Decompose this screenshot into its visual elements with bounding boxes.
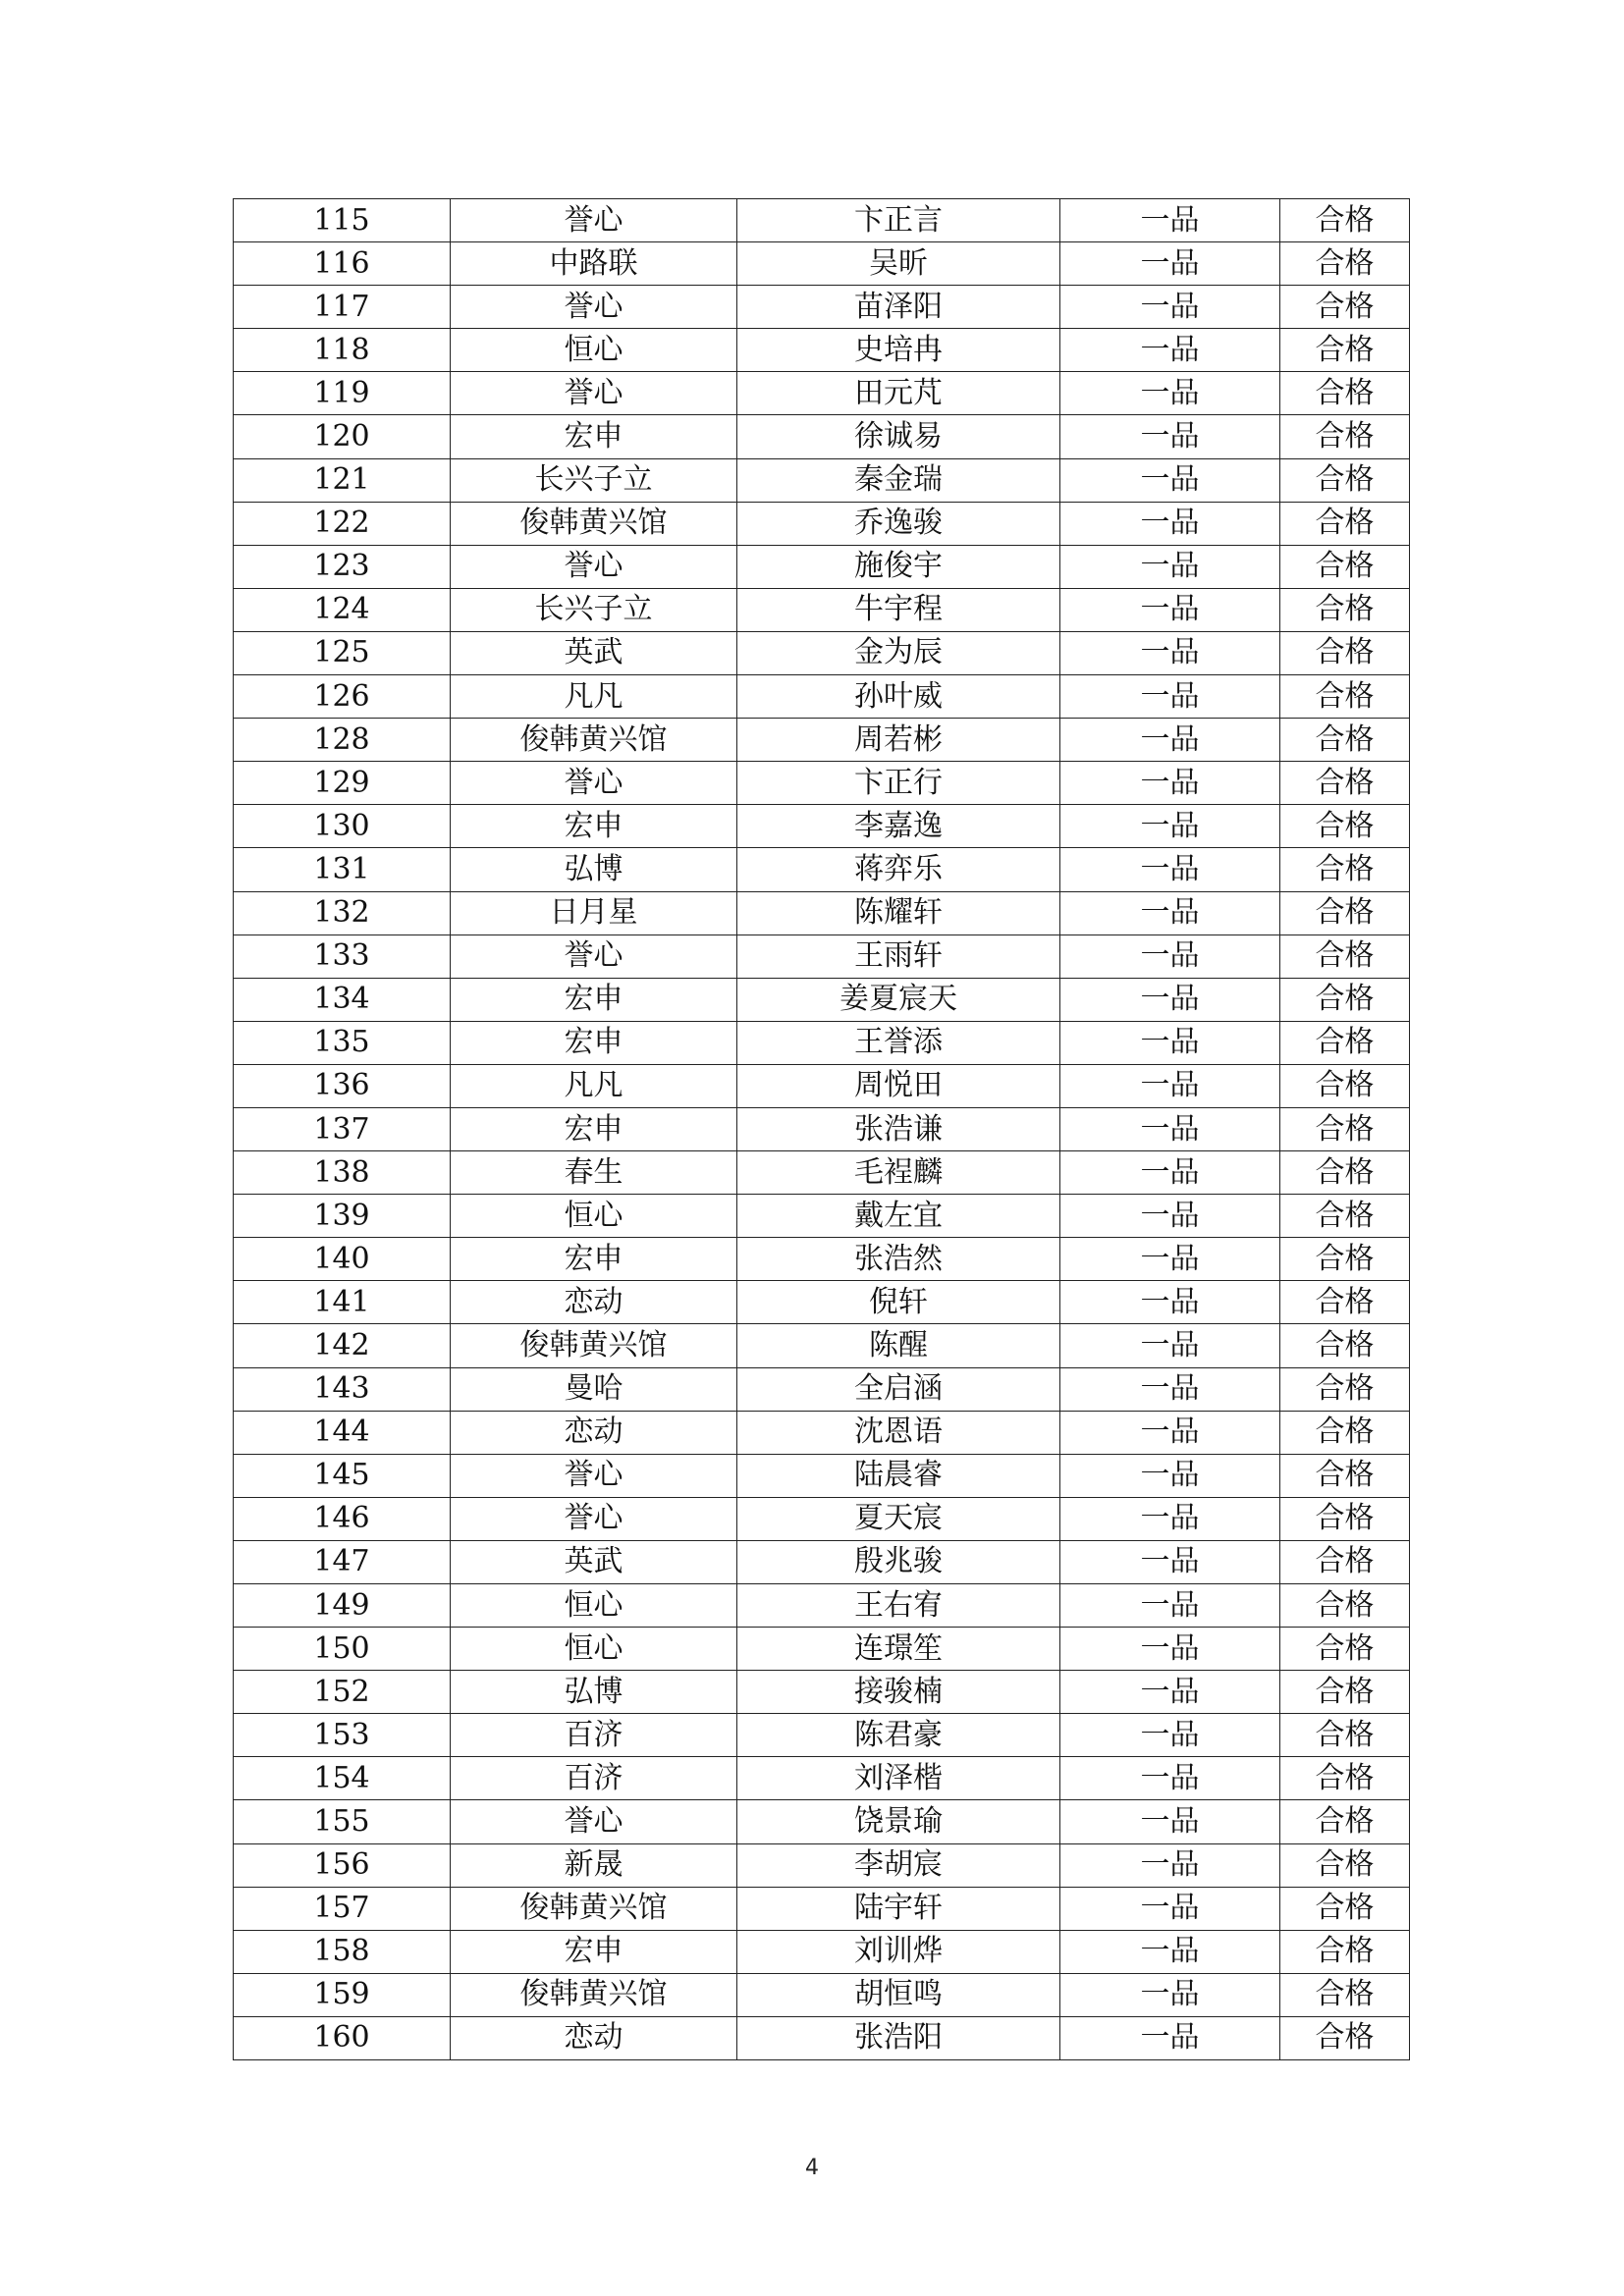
table-row [234, 1411, 1410, 1454]
club-cell: 恋动 [451, 2016, 737, 2059]
club-cell: 新晟 [451, 1843, 737, 1887]
result-cell: 合格 [1280, 1887, 1410, 1930]
result-cell: 合格 [1280, 891, 1410, 934]
result-cell: 合格 [1280, 1151, 1410, 1195]
name-cell: 王誉添 [737, 1021, 1060, 1064]
name-cell: 李胡宸 [737, 1843, 1060, 1887]
grade-cell: 一品 [1060, 502, 1280, 545]
results-table-body [234, 199, 1410, 2060]
name-cell: 刘泽楷 [737, 1757, 1060, 1800]
name-cell: 吴昕 [737, 242, 1060, 286]
name-cell: 姜夏宸天 [737, 978, 1060, 1021]
result-cell: 合格 [1280, 1195, 1410, 1238]
club-cell: 恒心 [451, 1584, 737, 1628]
grade-cell: 一品 [1060, 1238, 1280, 1281]
club-cell: 长兴子立 [451, 458, 737, 502]
club-cell: 凡凡 [451, 675, 737, 719]
club-cell: 誉心 [451, 934, 737, 978]
result-cell: 合格 [1280, 2016, 1410, 2059]
name-cell: 张浩谦 [737, 1107, 1060, 1150]
table-row [234, 1195, 1410, 1238]
table-row [234, 242, 1410, 286]
table-row [234, 458, 1410, 502]
table-row [234, 848, 1410, 891]
name-cell: 王雨轩 [737, 934, 1060, 978]
number-cell: 150 [234, 1628, 451, 1671]
club-cell: 俊韩黄兴馆 [451, 1324, 737, 1367]
name-cell: 施俊宇 [737, 545, 1060, 588]
club-cell: 宏申 [451, 1107, 737, 1150]
name-cell: 毛裎麟 [737, 1151, 1060, 1195]
name-cell: 刘训烨 [737, 1930, 1060, 1973]
club-cell: 百济 [451, 1757, 737, 1800]
name-cell: 周若彬 [737, 719, 1060, 762]
club-cell: 春生 [451, 1151, 737, 1195]
number-cell: 143 [234, 1367, 451, 1411]
number-cell: 123 [234, 545, 451, 588]
name-cell: 戴左宜 [737, 1195, 1060, 1238]
grade-cell: 一品 [1060, 286, 1280, 329]
table-row [234, 1714, 1410, 1757]
grade-cell: 一品 [1060, 1411, 1280, 1454]
grade-cell: 一品 [1060, 588, 1280, 631]
result-cell: 合格 [1280, 1671, 1410, 1714]
table-row [234, 1757, 1410, 1800]
result-cell: 合格 [1280, 242, 1410, 286]
result-cell: 合格 [1280, 1064, 1410, 1107]
club-cell: 俊韩黄兴馆 [451, 1973, 737, 2016]
number-cell: 145 [234, 1454, 451, 1497]
result-cell: 合格 [1280, 1714, 1410, 1757]
result-cell: 合格 [1280, 1238, 1410, 1281]
grade-cell: 一品 [1060, 1628, 1280, 1671]
grade-cell: 一品 [1060, 545, 1280, 588]
number-cell: 160 [234, 2016, 451, 2059]
table-row [234, 719, 1410, 762]
grade-cell: 一品 [1060, 1021, 1280, 1064]
number-cell: 125 [234, 631, 451, 674]
name-cell: 苗泽阳 [737, 286, 1060, 329]
number-cell: 141 [234, 1281, 451, 1324]
grade-cell: 一品 [1060, 1107, 1280, 1150]
grade-cell: 一品 [1060, 1800, 1280, 1843]
result-cell: 合格 [1280, 719, 1410, 762]
number-cell: 134 [234, 978, 451, 1021]
grade-cell: 一品 [1060, 1584, 1280, 1628]
club-cell: 宏申 [451, 1238, 737, 1281]
club-cell: 誉心 [451, 1497, 737, 1540]
result-cell: 合格 [1280, 762, 1410, 805]
name-cell: 蒋弈乐 [737, 848, 1060, 891]
grade-cell: 一品 [1060, 1281, 1280, 1324]
name-cell: 陈君豪 [737, 1714, 1060, 1757]
name-cell: 倪轩 [737, 1281, 1060, 1324]
table-row [234, 1584, 1410, 1628]
table-row [234, 502, 1410, 545]
grade-cell: 一品 [1060, 2016, 1280, 2059]
name-cell: 田元芃 [737, 372, 1060, 415]
result-cell: 合格 [1280, 1324, 1410, 1367]
club-cell: 恒心 [451, 1195, 737, 1238]
number-cell: 152 [234, 1671, 451, 1714]
number-cell: 140 [234, 1238, 451, 1281]
table-row [234, 934, 1410, 978]
grade-cell: 一品 [1060, 675, 1280, 719]
grade-cell: 一品 [1060, 242, 1280, 286]
grade-cell: 一品 [1060, 1973, 1280, 2016]
grade-cell: 一品 [1060, 934, 1280, 978]
club-cell: 俊韩黄兴馆 [451, 719, 737, 762]
number-cell: 154 [234, 1757, 451, 1800]
grade-cell: 一品 [1060, 415, 1280, 458]
number-cell: 118 [234, 329, 451, 372]
grade-cell: 一品 [1060, 1757, 1280, 1800]
grade-cell: 一品 [1060, 978, 1280, 1021]
result-cell: 合格 [1280, 1454, 1410, 1497]
result-cell: 合格 [1280, 1930, 1410, 1973]
table-row [234, 1628, 1410, 1671]
name-cell: 饶景瑜 [737, 1800, 1060, 1843]
name-cell: 李嘉逸 [737, 805, 1060, 848]
grade-cell: 一品 [1060, 1887, 1280, 1930]
grade-cell: 一品 [1060, 762, 1280, 805]
number-cell: 147 [234, 1540, 451, 1583]
club-cell: 誉心 [451, 199, 737, 242]
table-row [234, 415, 1410, 458]
club-cell: 誉心 [451, 1800, 737, 1843]
number-cell: 136 [234, 1064, 451, 1107]
number-cell: 119 [234, 372, 451, 415]
club-cell: 英武 [451, 1540, 737, 1583]
club-cell: 英武 [451, 631, 737, 674]
club-cell: 宏申 [451, 1021, 737, 1064]
grade-cell: 一品 [1060, 1367, 1280, 1411]
club-cell: 日月星 [451, 891, 737, 934]
number-cell: 133 [234, 934, 451, 978]
result-cell: 合格 [1280, 1757, 1410, 1800]
name-cell: 徐诚易 [737, 415, 1060, 458]
table-row [234, 372, 1410, 415]
table-row [234, 199, 1410, 242]
name-cell: 周悦田 [737, 1064, 1060, 1107]
club-cell: 恋动 [451, 1281, 737, 1324]
number-cell: 130 [234, 805, 451, 848]
result-cell: 合格 [1280, 1021, 1410, 1064]
result-cell: 合格 [1280, 1628, 1410, 1671]
name-cell: 牛宇程 [737, 588, 1060, 631]
number-cell: 142 [234, 1324, 451, 1367]
result-cell: 合格 [1280, 199, 1410, 242]
name-cell: 胡恒鸣 [737, 1973, 1060, 2016]
table-row [234, 762, 1410, 805]
result-cell: 合格 [1280, 545, 1410, 588]
result-cell: 合格 [1280, 1107, 1410, 1150]
grade-cell: 一品 [1060, 372, 1280, 415]
club-cell: 恋动 [451, 1411, 737, 1454]
result-cell: 合格 [1280, 631, 1410, 674]
club-cell: 百济 [451, 1714, 737, 1757]
table-row [234, 1540, 1410, 1583]
table-row [234, 1107, 1410, 1150]
club-cell: 恒心 [451, 1628, 737, 1671]
number-cell: 149 [234, 1584, 451, 1628]
name-cell: 金为辰 [737, 631, 1060, 674]
grade-cell: 一品 [1060, 1195, 1280, 1238]
result-cell: 合格 [1280, 1584, 1410, 1628]
name-cell: 沈恩语 [737, 1411, 1060, 1454]
table-row [234, 286, 1410, 329]
number-cell: 139 [234, 1195, 451, 1238]
grade-cell: 一品 [1060, 1714, 1280, 1757]
table-row [234, 1671, 1410, 1714]
result-cell: 合格 [1280, 675, 1410, 719]
result-cell: 合格 [1280, 1843, 1410, 1887]
number-cell: 156 [234, 1843, 451, 1887]
table-row [234, 1930, 1410, 1973]
name-cell: 殷兆骏 [737, 1540, 1060, 1583]
number-cell: 131 [234, 848, 451, 891]
club-cell: 宏申 [451, 805, 737, 848]
club-cell: 宏申 [451, 415, 737, 458]
result-cell: 合格 [1280, 805, 1410, 848]
grade-cell: 一品 [1060, 848, 1280, 891]
number-cell: 132 [234, 891, 451, 934]
table-row [234, 1281, 1410, 1324]
grade-cell: 一品 [1060, 1151, 1280, 1195]
grade-cell: 一品 [1060, 1454, 1280, 1497]
name-cell: 卞正言 [737, 199, 1060, 242]
result-cell: 合格 [1280, 286, 1410, 329]
club-cell: 俊韩黄兴馆 [451, 1887, 737, 1930]
number-cell: 158 [234, 1930, 451, 1973]
number-cell: 135 [234, 1021, 451, 1064]
result-cell: 合格 [1280, 978, 1410, 1021]
club-cell: 恒心 [451, 329, 737, 372]
result-cell: 合格 [1280, 1281, 1410, 1324]
table-row [234, 545, 1410, 588]
club-cell: 弘博 [451, 1671, 737, 1714]
table-row [234, 1064, 1410, 1107]
results-table [233, 198, 1410, 2060]
club-cell: 宏申 [451, 1930, 737, 1973]
table-row [234, 805, 1410, 848]
result-cell: 合格 [1280, 1540, 1410, 1583]
number-cell: 116 [234, 242, 451, 286]
result-cell: 合格 [1280, 415, 1410, 458]
result-cell: 合格 [1280, 502, 1410, 545]
grade-cell: 一品 [1060, 891, 1280, 934]
result-cell: 合格 [1280, 1367, 1410, 1411]
number-cell: 129 [234, 762, 451, 805]
club-cell: 誉心 [451, 545, 737, 588]
number-cell: 117 [234, 286, 451, 329]
name-cell: 连璟笙 [737, 1628, 1060, 1671]
name-cell: 陆晨睿 [737, 1454, 1060, 1497]
club-cell: 中路联 [451, 242, 737, 286]
grade-cell: 一品 [1060, 1324, 1280, 1367]
club-cell: 长兴子立 [451, 588, 737, 631]
grade-cell: 一品 [1060, 719, 1280, 762]
number-cell: 128 [234, 719, 451, 762]
number-cell: 115 [234, 199, 451, 242]
table-row [234, 1021, 1410, 1064]
result-cell: 合格 [1280, 934, 1410, 978]
name-cell: 史培冉 [737, 329, 1060, 372]
result-cell: 合格 [1280, 588, 1410, 631]
number-cell: 121 [234, 458, 451, 502]
table-row [234, 1151, 1410, 1195]
number-cell: 155 [234, 1800, 451, 1843]
table-row [234, 1238, 1410, 1281]
club-cell: 誉心 [451, 1454, 737, 1497]
table-row [234, 1324, 1410, 1367]
number-cell: 122 [234, 502, 451, 545]
name-cell: 夏天宸 [737, 1497, 1060, 1540]
name-cell: 卞正行 [737, 762, 1060, 805]
result-cell: 合格 [1280, 1411, 1410, 1454]
grade-cell: 一品 [1060, 1497, 1280, 1540]
table-row [234, 2016, 1410, 2059]
table-row [234, 1800, 1410, 1843]
grade-cell: 一品 [1060, 1671, 1280, 1714]
table-row [234, 891, 1410, 934]
club-cell: 誉心 [451, 762, 737, 805]
table-row [234, 675, 1410, 719]
name-cell: 秦金瑞 [737, 458, 1060, 502]
result-cell: 合格 [1280, 848, 1410, 891]
number-cell: 159 [234, 1973, 451, 2016]
number-cell: 120 [234, 415, 451, 458]
grade-cell: 一品 [1060, 1540, 1280, 1583]
club-cell: 凡凡 [451, 1064, 737, 1107]
number-cell: 137 [234, 1107, 451, 1150]
table-row [234, 329, 1410, 372]
number-cell: 138 [234, 1151, 451, 1195]
name-cell: 王右宥 [737, 1584, 1060, 1628]
page-number: 4 [805, 2156, 819, 2180]
result-cell: 合格 [1280, 1497, 1410, 1540]
number-cell: 153 [234, 1714, 451, 1757]
result-cell: 合格 [1280, 1973, 1410, 2016]
grade-cell: 一品 [1060, 199, 1280, 242]
name-cell: 陈醒 [737, 1324, 1060, 1367]
table-row [234, 1497, 1410, 1540]
result-cell: 合格 [1280, 1800, 1410, 1843]
grade-cell: 一品 [1060, 1064, 1280, 1107]
name-cell: 陆宇轩 [737, 1887, 1060, 1930]
table-row [234, 1887, 1410, 1930]
name-cell: 张浩然 [737, 1238, 1060, 1281]
name-cell: 张浩阳 [737, 2016, 1060, 2059]
grade-cell: 一品 [1060, 805, 1280, 848]
number-cell: 144 [234, 1411, 451, 1454]
grade-cell: 一品 [1060, 1843, 1280, 1887]
name-cell: 陈耀轩 [737, 891, 1060, 934]
table-row [234, 631, 1410, 674]
result-cell: 合格 [1280, 329, 1410, 372]
grade-cell: 一品 [1060, 1930, 1280, 1973]
name-cell: 孙叶威 [737, 675, 1060, 719]
result-cell: 合格 [1280, 458, 1410, 502]
name-cell: 乔逸骏 [737, 502, 1060, 545]
table-row [234, 978, 1410, 1021]
grade-cell: 一品 [1060, 329, 1280, 372]
number-cell: 157 [234, 1887, 451, 1930]
name-cell: 全启涵 [737, 1367, 1060, 1411]
table-row [234, 1843, 1410, 1887]
number-cell: 146 [234, 1497, 451, 1540]
club-cell: 曼哈 [451, 1367, 737, 1411]
table-row [234, 588, 1410, 631]
club-cell: 俊韩黄兴馆 [451, 502, 737, 545]
grade-cell: 一品 [1060, 458, 1280, 502]
club-cell: 宏申 [451, 978, 737, 1021]
result-cell: 合格 [1280, 372, 1410, 415]
club-cell: 弘博 [451, 848, 737, 891]
number-cell: 124 [234, 588, 451, 631]
number-cell: 126 [234, 675, 451, 719]
table-row [234, 1973, 1410, 2016]
name-cell: 接骏楠 [737, 1671, 1060, 1714]
club-cell: 誉心 [451, 286, 737, 329]
club-cell: 誉心 [451, 372, 737, 415]
table-row [234, 1367, 1410, 1411]
table-row [234, 1454, 1410, 1497]
grade-cell: 一品 [1060, 631, 1280, 674]
